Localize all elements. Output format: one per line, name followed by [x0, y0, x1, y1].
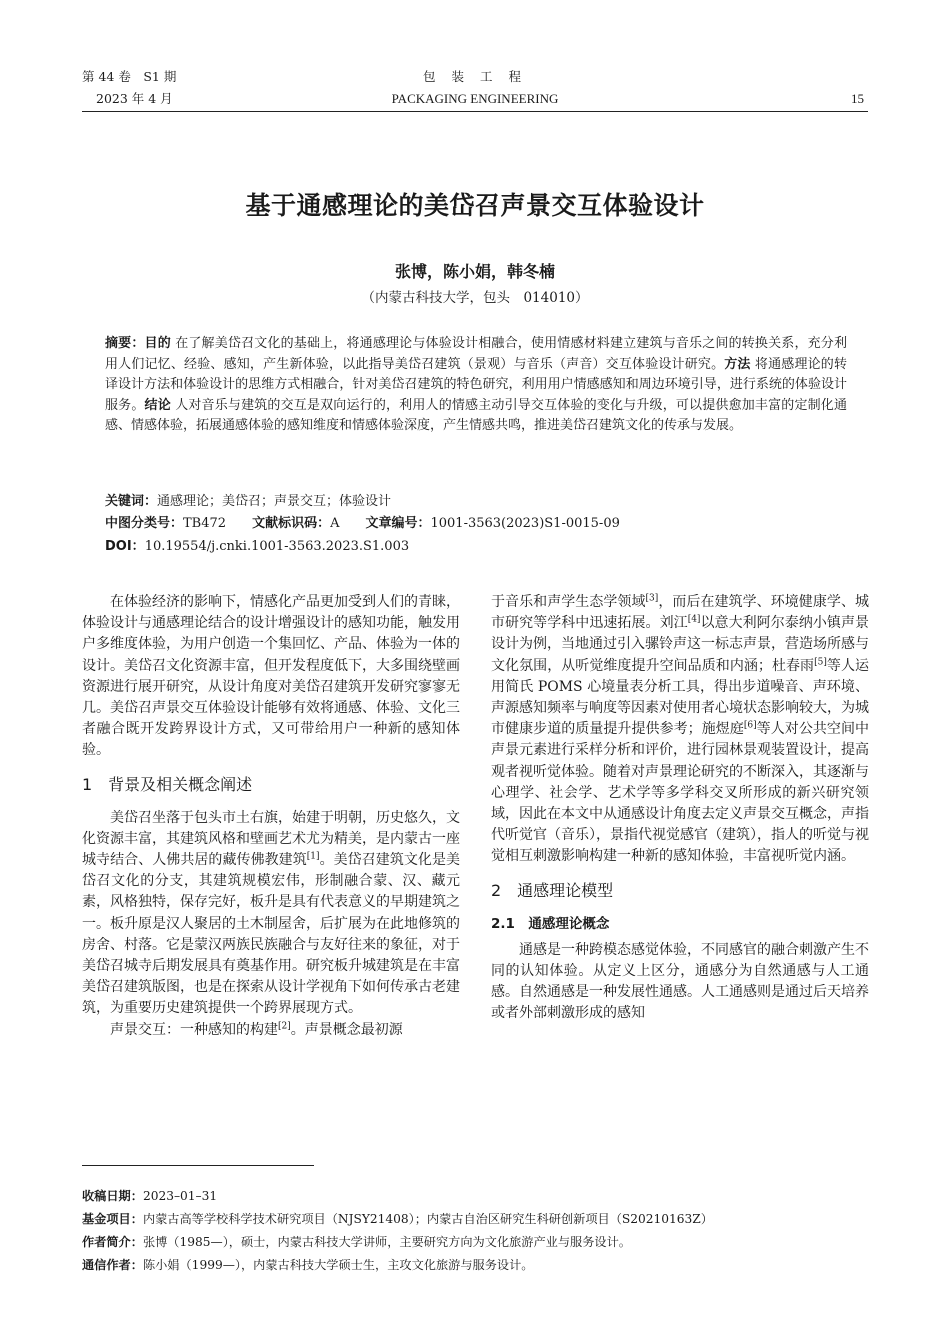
abstract-label: 摘要：: [105, 336, 145, 351]
section-2-heading: 2 通感理论模型: [491, 880, 614, 900]
header-journal-en: PACKAGING ENGINEERING: [391, 91, 559, 106]
author-bio: 作者简介：张博（1985—），硕士，内蒙古科技大学讲师，主要研究方向为文化旅游产业与服务设计。: [82, 1235, 631, 1249]
abstract: [105, 334, 847, 437]
affiliation: （内蒙古科技大学，包头 014010）: [361, 290, 589, 306]
abstract-method-label: 方法: [724, 356, 751, 372]
abstract-goal-label: 目的: [144, 336, 171, 351]
body-left-column: [82, 592, 460, 1041]
intro-paragraph: 在体验经济的影响下，情感化产品更加受到人们的青睐，体验设计与通感理论结合的设计增强设计的感知功能，触发用户多维度体验，为用户创造一个集回忆、产品、体验为一体的设计。美岱召文化资源丰富，但开发程度低下，大多围绕壁画资源进行展开研究，从设计角度对美岱召建筑开发研究寥寥无几。美岱召声景交互体验设计能够有效将通感、体验、文化三者融合既开发跨界设计方式，又可带给用户一种新的感知体验。: [82, 594, 460, 759]
article-number-value: 1001-3563(2023)S1-0015-09: [430, 516, 620, 531]
doc-code-label: 文献标识码：: [252, 516, 331, 531]
corresponding-author: 通信作者：陈小娟（1999—），内蒙古科技大学硕士生，主攻文化旅游与服务设计。: [82, 1258, 534, 1272]
citation-1[interactable]: [1]: [306, 851, 320, 862]
funding: 基金项目：内蒙古高等学校科学技术研究项目（NJSY21408）；内蒙古自治区研究生科研创新项目（S20210163Z）: [82, 1212, 713, 1226]
classification: [105, 514, 847, 534]
doi: [105, 537, 847, 557]
doc-code-value: A: [330, 516, 340, 531]
abstract-conclusion: 人对音乐与建筑的交互是双向运行的，利用人的情感主动引导交互体验的变化与升级，可以提供愈加丰富的定制化通感、情感体验，拓展通感体验的感知维度和情感体验深度，产生情感共鸣，推进美岱召建筑文化的传承与发展。: [105, 397, 847, 434]
citation-6[interactable]: [6]: [743, 720, 757, 731]
header-date: 2023 年 4 月: [96, 91, 173, 106]
citation-2[interactable]: [2]: [278, 1021, 291, 1031]
header-journal-cn: 包 装 工 程: [423, 69, 527, 84]
abstract-method: 将通感理论的转译设计方法和体验设计的思维方式相融合，针对美岱召建筑的特色研究，利用用户情感感知和周边环境引导，进行系统的体验设计服务。: [105, 356, 847, 413]
keywords-label: 关键词：: [105, 494, 158, 509]
keywords-value: 通感理论；美岱召；声景交互；体验设计: [157, 494, 392, 509]
citation-5[interactable]: [5]: [814, 656, 827, 667]
citation-4[interactable]: [4]: [687, 614, 701, 625]
section-2-1-heading: 2.1 通感理论概念: [491, 915, 610, 932]
abstract-conclusion-label: 结论: [144, 397, 171, 413]
section-2-1-paragraph: 通感是一种跨模态感觉体验，不同感官的融合刺激产生不同的认知体验。从定义上区分，通感分为自然通感与人工通感。自然通感是一种发展性通感。人工通感则是通过后天培养或者外部刺激形成的感知: [491, 941, 869, 1022]
footnotes: [82, 1185, 872, 1277]
header-rule: [82, 111, 868, 112]
paper-title: 基于通感理论的美岱召声景交互体验设计: [245, 191, 705, 220]
soundscape-continued-paragraph: 于音乐和声学生态学领域[3]，而后在建筑学、环境健康学、城市研究等学科中迅速拓展。刘江[4]以意大利阿尔泰纳小镇声景设计为例，当地通过引入骡铃声这一标志声景，营造场所感与文化氛围，从听觉维度提升空间品质和内涵；杜春雨[5]等人运用简氏 POMS 心境量表分析工具，得出步道噪音、声环境、声源感知频率与响度等因素对使用者心境状态影响较大，为城市健康步道的质量提升提供参考；施煜庭[6]等人对公共空间中声景元素进行采样分析和评价，进行园林景观装置设计，提高观者视听觉体验。随着对声景理论研究的不断深入，其逐渐与心理学、社会学、艺术学等多学科交叉所形成的新兴研究领域，因此在本文中从通感设计角度去定义声景交互概念，声指代听觉官（音乐），景指代视觉感官（建筑），指人的听觉与视觉相互刺激影响构建一种新的感知体验，丰富视听觉内涵。: [491, 593, 870, 865]
footnote-rule: [82, 1165, 314, 1166]
keywords: [105, 492, 847, 512]
doi-value: 10.19554/j.cnki.1001-3563.2023.S1.003: [144, 539, 410, 554]
clc-value: TB472: [183, 516, 227, 531]
soundscape-paragraph: 声景交互：一种感知的构建[2]。声景概念最初源: [110, 1021, 403, 1038]
citation-3[interactable]: [3]: [645, 593, 659, 604]
article-number-label: 文章编号：: [365, 516, 431, 531]
section-1-paragraph: 美岱召坐落于包头市土右旗，始建于明朝，历史悠久，文化资源丰富，其建筑风格和壁画艺术尤为精美，是内蒙古一座城寺结合、人佛共居的藏传佛教建筑[1]。美岱召建筑文化是美岱召文化的分支，其建筑规模宏伟，形制融合蒙、汉、藏元素，风格独特，保存完好，板升是具有代表意义的早期建筑之一。板升原是汉人聚居的土木制屋舍，后扩展为在此地修筑的房舍、村落。它是蒙汉两族民族融合与友好往来的象征，对于美岱召城寺后期发展具有奠基作用。研究板升城建筑是在丰富美岱召建筑版图，也是在探索从设计学视角下如何传承古老建筑，为重要历史建筑提供一个跨界展现方式。: [82, 809, 461, 1017]
body-right-column: [491, 592, 869, 1024]
section-1-heading: 1 背景及相关概念阐述: [82, 774, 253, 794]
doi-label: DOI：: [105, 539, 145, 554]
header-volume: 第 44 卷 S1 期: [82, 69, 177, 84]
received-date: 收稿日期：2023–01–31: [82, 1189, 218, 1203]
clc-label: 中图分类号：: [105, 516, 184, 531]
abstract-goal: 在了解美岱召文化的基础上，将通感理论与体验设计相融合，使用情感材料建立建筑与音乐之间的转换关系，充分利用人们记忆、经验、感知，产生新体验，以此指导美岱召建筑（景观）与音乐（声音）交互体验设计研究。: [105, 336, 847, 372]
page-number: 15: [851, 91, 864, 106]
authors: 张博，陈小娟，韩冬楠: [394, 262, 555, 281]
